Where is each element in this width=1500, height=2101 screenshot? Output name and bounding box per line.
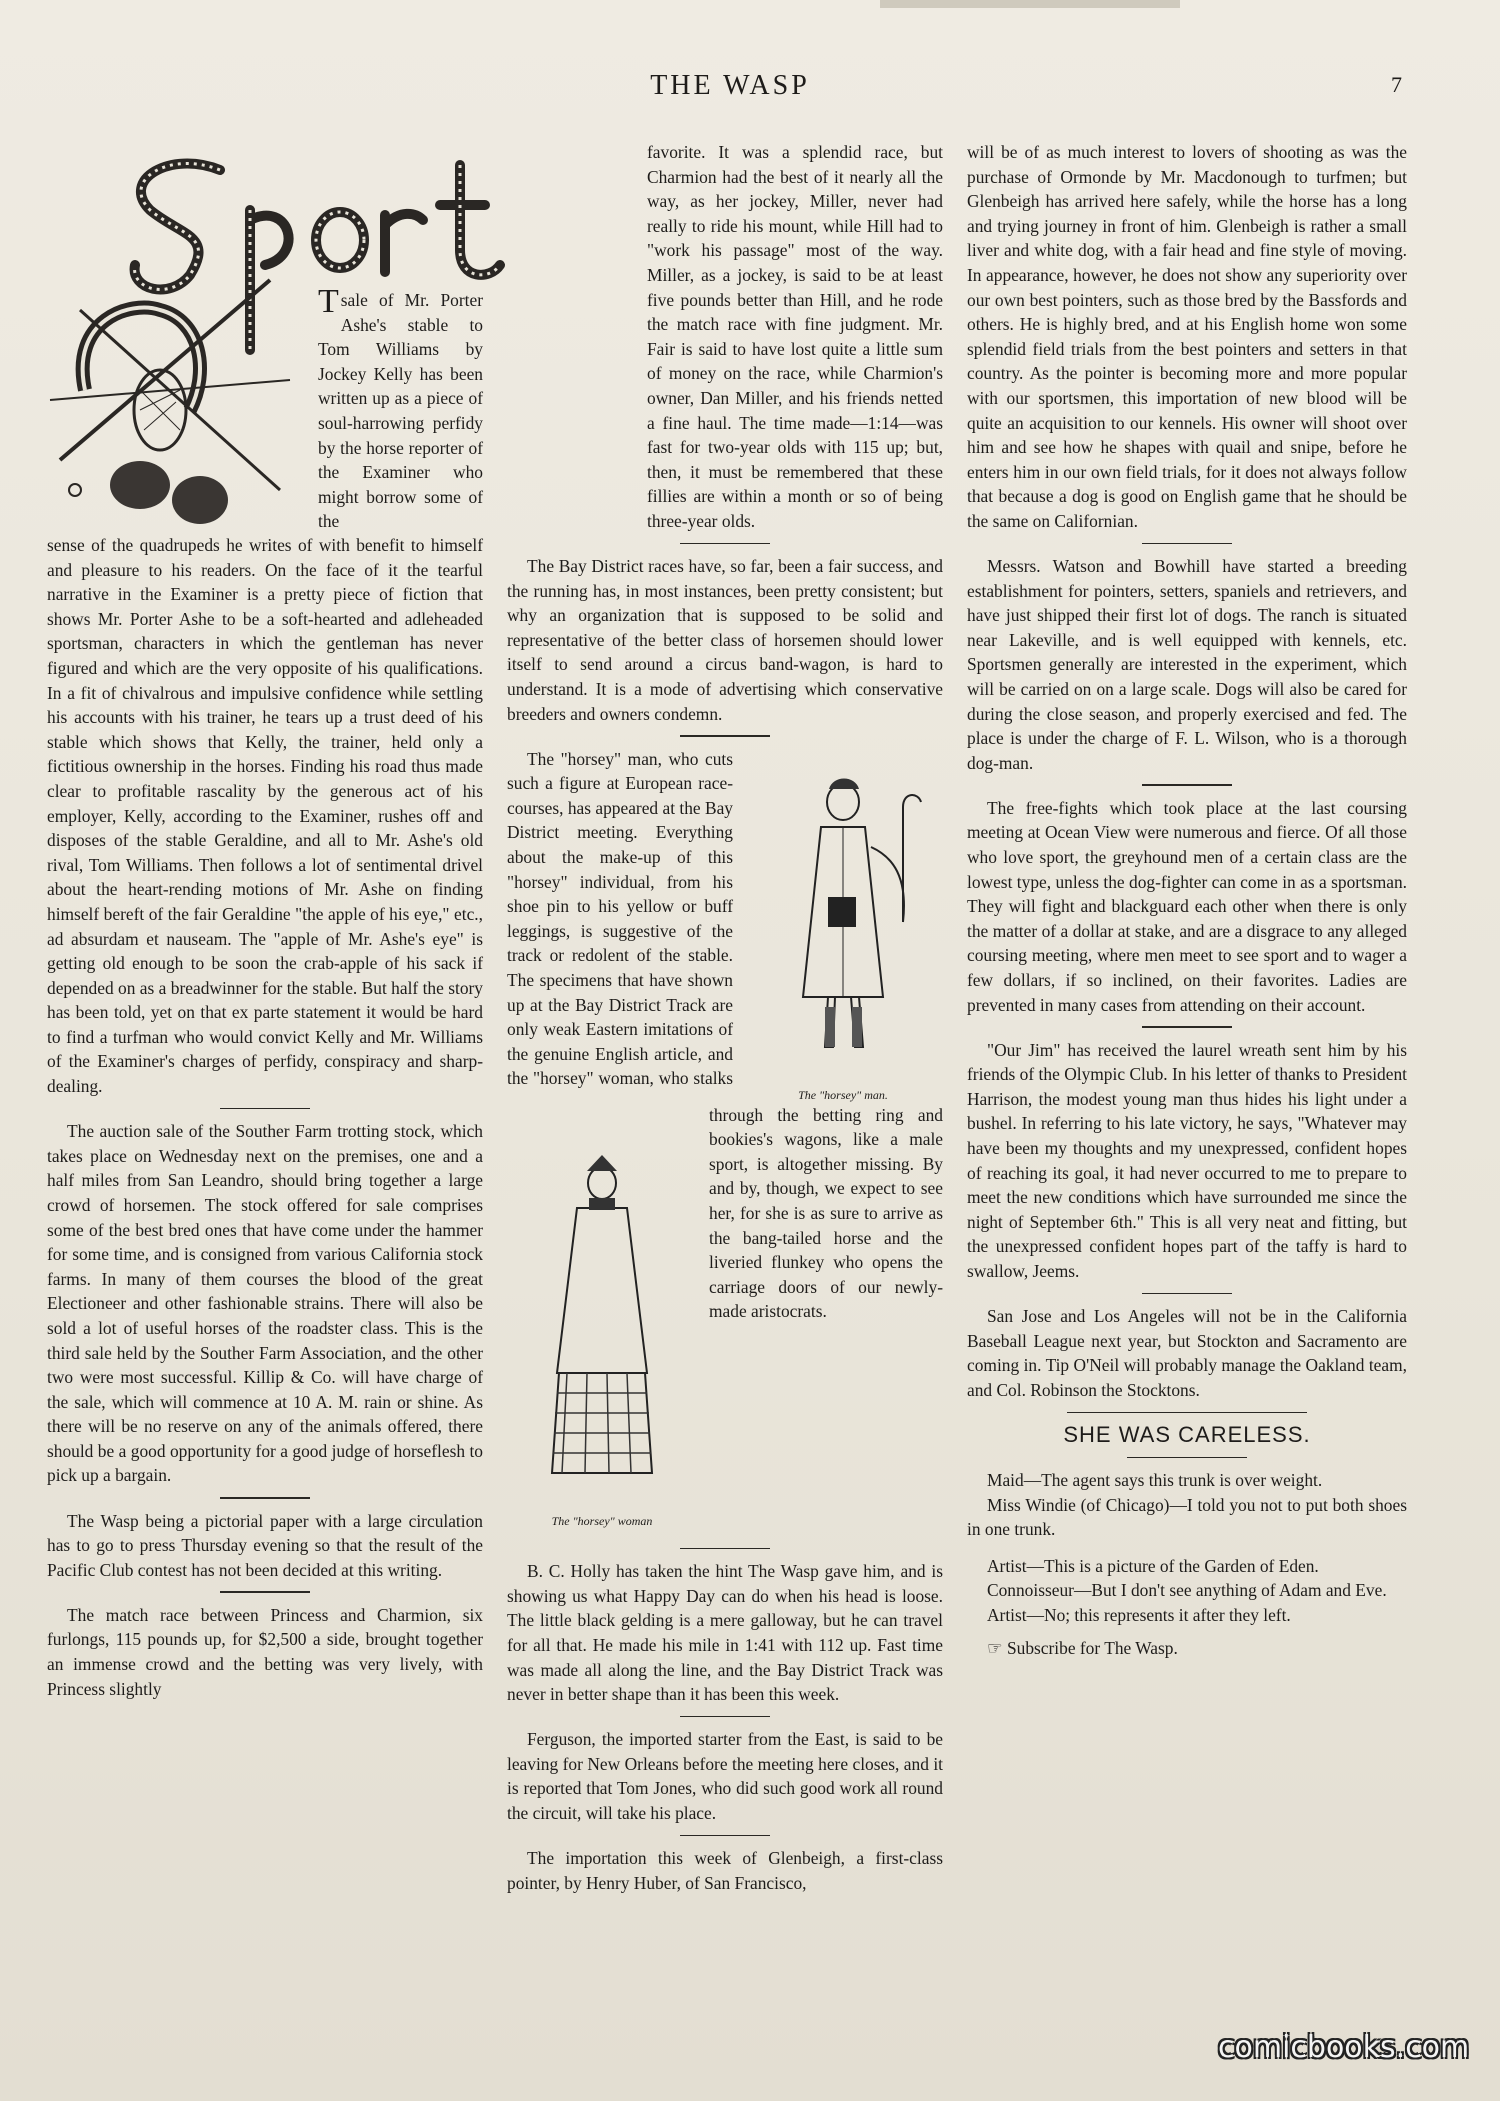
joke-line-artist: Artist—This is a picture of the Garden of Eden. [987,1555,1319,1576]
article-glenbeigh-cont: will be of as much interest to lovers of shooting as was the purchase of Ormonde by Mr. Macdonough to turfmen; but Glenbeigh has arrived here safely, while the horse has a long and trying journey in front of him. Glenbeigh is rather a small liver and white dog, with a fair head and fine style of moving. In appearance, however, he does not show any superiority over our own best pointers, such as those bred by the Bassfords and others. He is highly bred, and at his English home won some splendid field trials from the best pointers and setters in that country. As the pointer is becoming more and more popular with our sportsmen, this importation of new blood will be quite an acquisition to our kennels. His owner will shoot over him and see how he shapes with quail and snipe, before he enters him in our own field trials, for it does not always follow that because a dog is good on English game that he should be the same on Californian. [967,142,1407,531]
horsey-man-figure [743,747,943,1103]
horsey-man-illustration [743,747,943,1077]
divider [680,1548,770,1550]
horsey-section [507,747,943,1539]
column-3 [967,140,1407,1660]
article-ferguson: Ferguson, the imported starter from the East, is said to be leaving for New Orleans before the meeting here closes, and it is reported that Tom Jones, who did such good work all round the circuit, will take his place. [507,1729,943,1823]
divider [1142,543,1232,545]
article-porter-ashe: sense of the quadrupeds he writes of with benefit to himself and pleasure to his readers. On the face of it the tearful narrative in the Examiner is a pretty piece of fiction that shows Mr. Porter Ashe to be a soft-hearted and adleheaded sportsman, characters in which the gentleman has never figured and which are the very opposite of his qualifications. In a fit of chivalrous and impulsive confidence while settling his accounts with his trainer, he tears up a trust deed of his stable which shows that Kelly, the trainer, held only a fictitious ownership in the horses. Finding his road thus made clear to profitable rascality by the generous act of his employer, Kelly, according to the Examiner, rushes off and disposes of the stable Geraldine, and all to Mr. Ashe's old rival, Tom Williams. Then follows a lot of sentimental drivel about the heart-rending motions of Mr. Ashe on finding himself bereft of the fair Geraldine "the apple of his eye," etc., ad absurdam et nauseam. The "apple of Mr. Ashe's eye" is getting old enough to be soon the crab-apple of his sack if depended on as a breadwinner for the stable. But half the story has been told, yet on that ex parte statement it would be hard to find a turfman who would convict Kelly and Mr. Williams of the Examiner's charges of perfidy, conspiracy and sharp-dealing. [47,535,483,1097]
article-baseball-league: San Jose and Los Angeles will not be in the California Baseball League next year, but Stockton and Sacramento are coming in. Tip O'Neil will probably manage the Oakland team, and Col. Robinson the Stocktons. [967,1306,1407,1400]
divider [1142,1026,1232,1028]
horsey-woman-figure [507,1143,697,1533]
article-glenbeigh: The importation this week of Glenbeigh, a first-class pointer, by Henry Huber, of San Francisco, [507,1848,943,1893]
joke-line-windie: Miss Windie (of Chicago)—I told you not to put both shoes in one trunk. [967,1494,1407,1540]
article-souther-farm: The auction sale of the Souther Farm trotting stock, which takes place on Wednesday next on the premises, one and a half miles from San Leandro, should bring together a large crowd of horsemen. The stock offered for sale comprises some of the best bred ones that have come under the hammer for some time, and is consigned from various California stock farms. In many of them courses the blood of the great Electioneer and other fashionable strains. There will also be sold a lot of useful horses of the roadster class. This is the third sale held by the Souther Farm Association, and the other two were most successful. Killip & Co. will have charge of the sale, which will commence at 10 A. M. rain or shine. As there will be no reserve on any of the animals offered, there should be a good opportunity for a good judge of horseflesh to pick up a bargain. [47,1121,483,1486]
drop-cap: T [318,283,339,320]
article-watson-bowhill: Messrs. Watson and Bowhill have started a breeding establishment for pointers, setters, spaniels and retrievers, and have just shipped their first lot of dogs. The ranch is situated near Lakeville, and is well equipped with kennels, etc. Sportsmen generally are interested in the experiment, which will be carried on on a large scale. Dogs will also be cared for during the close season, and properly exercised and fed. The place is under the charge of F. L. Wilson, who is a thorough dog-man. [967,556,1407,773]
divider [1067,1412,1307,1414]
article-our-jim: "Our Jim" has received the laurel wreath sent him by his friends of the Olympic Club. In his letter of thanks to President Harrison, the modest young man thus hides his light under a bushel. In referring to his late victory, he says, "Whatever may have been my thoughts and my unexpressed, confident hopes of reaching its goal, it had never occurred to me to prepare to meet the new conditions which have surrounded me since the night of September 6th." This is all very neat and fitting, but the unexpressed confident hopes part of the taffy is hard to swallow, Jeems. [967,1039,1407,1282]
divider [680,1835,770,1837]
divider [1142,1293,1232,1295]
subscribe-line [967,1636,1407,1661]
spacer [967,1542,1407,1554]
article-porter-ashe-intro [318,283,483,534]
page-edge [880,0,1180,8]
divider [680,735,770,737]
horsey-woman-illustration [507,1143,697,1503]
page-number: 7 [1391,72,1402,97]
watermark-logo: comicbooks.com [1218,2030,1470,2065]
page-header-title: THE WASP [650,70,810,101]
article-match-race-cont: favorite. It was a splendid race, but Charmion had the best of it nearly all the way, as her jockey, Miller, never had really to ride his mount, while Hill had to "work his passage" most of the way. Miller, as a jockey, is said to be at least five pounds better than Hill, and he rode the match race with fine judgment. Mr. Fair is said to have lost quite a little sum of money on the race, while Charmion's owner, Dan Miller, and his friends netted a fine haul. The time made—1:14—was fast for two-year olds with 115 up; but, then, it must be remembered that these fillies are within a month or so of being three-year olds. [647,142,943,531]
subscribe-text: Subscribe for The Wasp. [1006,1637,1178,1658]
column-1 [47,533,483,1701]
divider [1142,784,1232,786]
she-was-careless-title: SHE WAS CARELESS. [1063,1422,1311,1447]
article-match-race: The match race between Princess and Charmion, six furlongs, 115 pounds up, for $2,500 a side, brought together an immense crowd and the betting was very lively, with Princess slightly [47,1604,483,1699]
joke-line-connoisseur: Connoisseur—But I don't see anything of Adam and Eve. [987,1580,1387,1601]
article-press-note: The Wasp being a pictorial paper with a large circulation has to go to press Thursday evening so that the result of the Pacific Club contest has not been decided at this writing. [47,1510,483,1580]
column-2 [507,140,943,1895]
pointing-hand-icon: ☞ [987,1637,1003,1658]
divider [220,1591,310,1593]
caption-horsey-man: The "horsey" man. [798,1088,888,1103]
divider [680,543,770,545]
divider [220,1108,310,1110]
intro-text: sale of Mr. Porter Ashe's stable to Tom Williams by Jockey Kelly has been written up as a piece of soul-harrowing perfidy by the horse reporter of the Examiner who might borrow some of the [318,290,483,532]
divider [1127,1457,1247,1459]
article-horsey-man: The "horsey" man, who cuts such a figure at European race-courses, has appeared at the Bay District meeting. Everything about the make-up of this "horsey" individual, from his shoe pin to his yellow or buff leggings, is suggestive of the track or redolent of the stable. The specimens that have shown up at the Bay District Track are only weak Eastern imitations of the genuine English article, and the "horsey" woman, who stalks through the betting ring and bookies's wagons, like a male sport, is altogether missing. By and by, though, we expect to see her, for she is as sure to arrive as the bang-tailed horse and the liveried flunkey who opens the carriage doors of our newly-made aristocrats. [507,748,943,1322]
divider [220,1497,310,1499]
joke-line-artist-reply: Artist—No; this represents it after they left. [987,1605,1291,1626]
article-ocean-view: The free-fights which took place at the last coursing meeting at Ocean View were numerous and fierce. Of all those who love sport, the greyhound men of a certain class are the lowest type, unless the dog-fighter can come in as a sportsman. They will fight and blackguard each other when there is only the matter of a dollar at stake, and are a disgrace to any alleged coursing meeting, where men meet to see sport and to wager a few dollars, if so inclined, on their favorites. Ladies are prevented in many cases from attending on their account. [967,797,1407,1015]
joke-line-maid: Maid—The agent says this trunk is over weight. [987,1470,1323,1491]
article-bay-district: The Bay District races have, so far, been a fair success, and the running has, in most instances, been pretty consistent; but why an organization that is supposed to be solid and representative of the better class of horsemen should lower itself to send around a circus band-wagon, is hard to understand. It is a mode of advertising which conservative breeders and owners condemn. [507,556,943,724]
article-bc-holly: B. C. Holly has taken the hint The Wasp gave him, and is showing us what Happy Day can do when his head is loose. The little black gelding is a mere galloway, but he can travel for all that. He made his mile in 1:41 with 112 up. Fast time was made all along the line, and the Bay District Track was never in better shape than it has been this week. [507,1561,943,1705]
caption-horsey-woman: The "horsey" woman [551,1514,653,1529]
divider [680,1716,770,1718]
